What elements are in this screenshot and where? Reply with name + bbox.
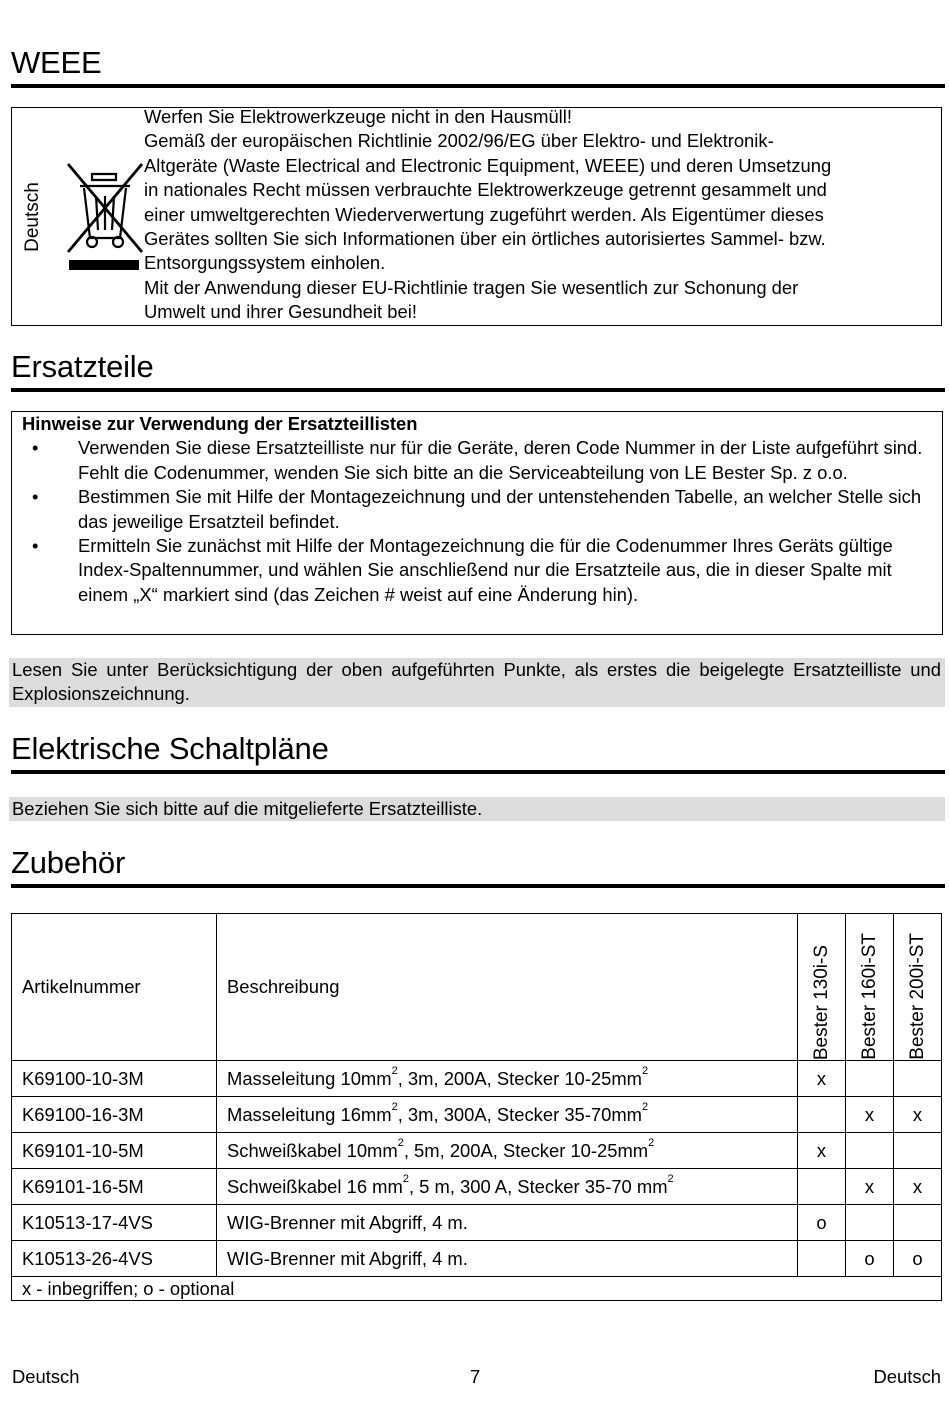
article-number-cell: K10513-26-4VS [12,1241,217,1277]
table-legend-row [12,1277,942,1301]
header-model [846,914,894,1061]
availability-cell: x [894,1169,942,1205]
availability-cell: x [846,1169,894,1205]
section-heading-zubehoer: Zubehör [11,845,126,880]
weee-line: Umwelt und ihrer Gesundheit bei! [144,301,417,323]
header-article-number: Artikelnummer [12,914,217,1061]
availability-cell [846,1133,894,1169]
bullet-icon: • [32,437,39,459]
accessories-table [11,913,942,1301]
availability-cell [846,1061,894,1097]
table-legend: x - inbegriffen; o - optional [12,1277,942,1301]
table-row [12,1169,942,1205]
desc-part: Schweißkabel 16 mm [227,1175,403,1197]
article-number-cell: K10513-17-4VS [12,1205,217,1241]
hint-title: Hinweise zur Verwendung der Ersatzteillisten [22,413,418,434]
weee-line: einer umweltgerechten Wiederverwertung zugeführt werden. Als Eigentümer dieses [144,203,824,225]
table-row [12,1241,942,1277]
desc-sup: 2 [402,1172,409,1185]
article-number-cell: K69100-16-3M [12,1097,217,1133]
model-name: Bester 200i-ST [906,933,928,1060]
desc-part: Masseleitung 10mm [227,1067,392,1089]
article-number-cell: K69100-10-3M [12,1061,217,1097]
desc-sup: 2 [642,1100,649,1113]
availability-cell: x [846,1097,894,1133]
table-row [12,1097,942,1133]
availability-cell: o [798,1205,846,1241]
article-number-cell: K69101-10-5M [12,1133,217,1169]
bullet-icon: • [32,486,39,508]
availability-cell [894,1061,942,1097]
desc-part: Masseleitung 16mm [227,1103,392,1125]
bullet-icon: • [32,535,39,557]
hint-bullet-text: Bestimmen Sie mit Hilfe der Montagezeichnung und der untenstehenden Tabelle, an welcher Stelle sich das jeweilige Ersatzteil befindet. [78,486,922,532]
schaltplaene-note: Beziehen Sie sich bitte auf die mitgelieferte Ersatzteilliste. [9,797,945,821]
page-number: 7 [470,1366,481,1387]
article-number-cell: K69101-16-5M [12,1169,217,1205]
description-cell [217,1133,798,1169]
model-name: Bester 130i-S [810,944,832,1060]
description-cell: WIG-Brenner mit Abgriff, 4 m. [217,1205,798,1241]
description-cell [217,1169,798,1205]
hint-bullet-text: Ermitteln Sie zunächst mit Hilfe der Montagezeichnung die für die Codenummer Ihres Geräts gültige Index-Spaltennummer, und wählen Sie anschließend nur die Ersatzteile aus, die in dieser Spalte mit einem „X“ markiert sind (das Zeichen # weist auf eine Änderung hin). [78,535,893,605]
description-cell: WIG-Brenner mit Abgriff, 4 m. [217,1241,798,1277]
header-description: Beschreibung [217,914,798,1061]
language-label-text: Deutsch [22,181,43,252]
availability-cell [894,1205,942,1241]
desc-sup: 2 [397,1136,404,1149]
table-header-row [12,914,942,1061]
availability-cell: x [798,1133,846,1169]
hint-bullet-text: Verwenden Sie diese Ersatzteilliste nur für die Geräte, deren Code Nummer in der Liste aufgeführt sind. Fehlt die Codenummer, wenden Sie sich bitte an die Serviceabteilung von LE Bester Sp. z o.o. [78,437,923,483]
availability-cell: x [894,1097,942,1133]
availability-cell [846,1205,894,1241]
availability-cell [798,1169,846,1205]
heading-rule [11,84,945,88]
section-heading-ersatzteile: Ersatzteile [11,349,154,384]
footer-right: Deutsch [873,1366,941,1387]
weee-box [11,107,942,326]
availability-cell [798,1241,846,1277]
header-model [894,914,942,1061]
heading-rule [11,770,945,774]
model-name: Bester 160i-ST [858,933,880,1060]
footer-left: Deutsch [12,1366,80,1387]
desc-sup: 2 [667,1172,674,1185]
spare-parts-hint-box [11,411,943,635]
desc-sup: 2 [391,1100,398,1113]
weee-line: Entsorgungssystem einholen. [144,252,386,274]
weee-line: Werfen Sie Elektrowerkzeuge nicht in den Hausmüll! [144,106,572,127]
desc-part: , 5 m, 300 A, Stecker 35-70 mm [408,1175,668,1197]
weee-text [144,105,944,325]
hint-bullet [22,436,932,485]
desc-sup: 2 [391,1064,398,1077]
weee-line: Gemäß der europäischen Richtlinie 2002/96/EG über Elektro- und Elektronik- [144,130,774,152]
crossed-out-wheelie-bin-icon [62,152,146,282]
availability-cell: o [846,1241,894,1277]
desc-part: Schweißkabel 10mm [227,1139,398,1161]
desc-sup: 2 [642,1064,649,1077]
hint-bullet [22,534,938,607]
weee-line: Mit der Anwendung dieser EU-Richtlinie tragen Sie wesentlich zur Schonung der [144,276,799,298]
heading-rule [11,884,945,888]
desc-part: , 5m, 200A, Stecker 10-25mm [403,1139,649,1161]
hint-bullet [22,485,932,534]
heading-rule [11,388,945,392]
header-model [798,914,846,1061]
desc-part: , 3m, 300A, Stecker 35-70mm [397,1103,642,1125]
desc-part: , 3m, 200A, Stecker 10-25mm [397,1067,642,1089]
weee-line: Altgeräte (Waste Electrical and Electronic Equipment, WEEE) und deren Umsetzung [144,154,832,176]
table-row [12,1061,942,1097]
table-row [12,1133,942,1169]
weee-line: Gerätes sollten Sie sich Informationen über ein örtliches autorisiertes Sammel- bzw. [144,228,826,250]
description-cell [217,1097,798,1133]
table-row [12,1205,942,1241]
spare-parts-note: Lesen Sie unter Berücksichtigung der oben aufgeführten Punkte, als erstes die beigelegte Ersatzteilliste und Explosionszeichnung. [9,658,945,707]
availability-cell: x [798,1061,846,1097]
weee-line: in nationales Recht müssen verbrauchte Elektrowerkzeuge getrennt gesammelt und [144,179,827,201]
availability-cell [798,1097,846,1133]
availability-cell [894,1133,942,1169]
description-cell [217,1061,798,1097]
availability-cell: o [894,1241,942,1277]
desc-sup: 2 [648,1136,655,1149]
section-heading-weee: WEEE [11,45,102,80]
weee-language-label [12,108,54,325]
section-heading-schaltplaene: Elektrische Schaltpläne [11,731,329,766]
